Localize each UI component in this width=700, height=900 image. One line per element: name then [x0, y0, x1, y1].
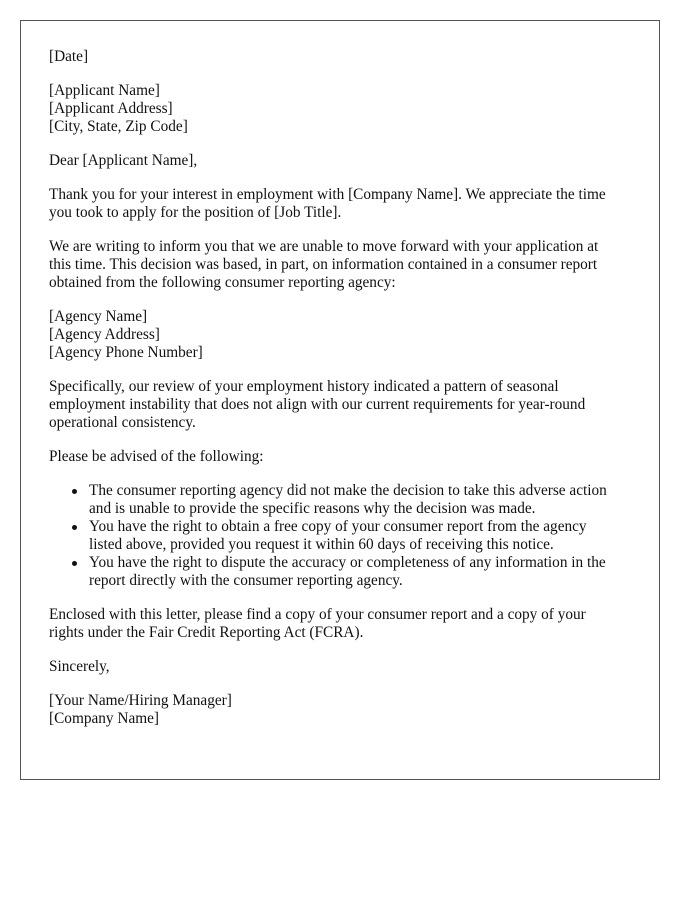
letter-page [20, 20, 660, 780]
applicant-name: [Applicant Name] [49, 82, 160, 99]
agency-block [49, 308, 631, 362]
agency-name: [Agency Name] [49, 308, 148, 325]
bullet-icon [72, 561, 77, 566]
paragraph-line: rights under the Fair Credit Reporting Act (FCRA). [49, 624, 364, 641]
signature-name: [Your Name/Hiring Manager] [49, 692, 232, 709]
paragraph-line: operational consistency. [49, 414, 196, 431]
applicant-address-block [49, 82, 631, 136]
paragraph-line: Thank you for your interest in employment with [Company Name]. We appreciate the time [49, 186, 606, 203]
list-item-line: report directly with the consumer reporting agency. [89, 572, 403, 589]
list-item [89, 518, 631, 554]
notice-list [49, 482, 631, 590]
letter-date [49, 48, 631, 66]
closing-text: Sincerely, [49, 658, 110, 675]
applicant-city-state-zip: [City, State, Zip Code] [49, 118, 188, 135]
paragraph-line: Specifically, our review of your employment history indicated a pattern of seasonal [49, 378, 559, 395]
advised-intro-text: Please be advised of the following: [49, 448, 264, 465]
paragraph-line: Enclosed with this letter, please find a copy of your consumer report and a copy of your [49, 606, 586, 623]
list-item-line: and is unable to provide the specific reasons why the decision was made. [89, 500, 536, 517]
list-item-line: You have the right to dispute the accuracy or completeness of any information in the [89, 554, 606, 571]
list-item [89, 554, 631, 590]
bullet-icon [72, 489, 77, 494]
agency-phone: [Agency Phone Number] [49, 344, 203, 361]
closing [49, 658, 631, 676]
paragraph-line: obtained from the following consumer reporting agency: [49, 274, 396, 291]
applicant-address: [Applicant Address] [49, 100, 173, 117]
list-item-line: The consumer reporting agency did not make the decision to take this adverse action [89, 482, 607, 499]
salutation [49, 152, 631, 170]
paragraph-decision [49, 238, 631, 292]
paragraph-line: employment instability that does not align with our current requirements for year-round [49, 396, 586, 413]
signature-company: [Company Name] [49, 710, 160, 727]
list-item [89, 482, 631, 518]
paragraph-interest [49, 186, 631, 222]
paragraph-specifics [49, 378, 631, 432]
bullet-icon [72, 525, 77, 530]
paragraph-line: We are writing to inform you that we are unable to move forward with your application at [49, 238, 599, 255]
paragraph-enclosure [49, 606, 631, 642]
paragraph-line: this time. This decision was based, in part, on information contained in a consumer report [49, 256, 598, 273]
paragraph-line: you took to apply for the position of [Job Title]. [49, 204, 342, 221]
list-item-line: listed above, provided you request it within 60 days of receiving this notice. [89, 536, 554, 553]
advised-intro [49, 448, 631, 466]
signature-block [49, 692, 631, 728]
date-text: [Date] [49, 48, 89, 65]
list-item-line: You have the right to obtain a free copy of your consumer report from the agency [89, 518, 587, 535]
salutation-text: Dear [Applicant Name], [49, 152, 198, 169]
agency-address: [Agency Address] [49, 326, 160, 343]
